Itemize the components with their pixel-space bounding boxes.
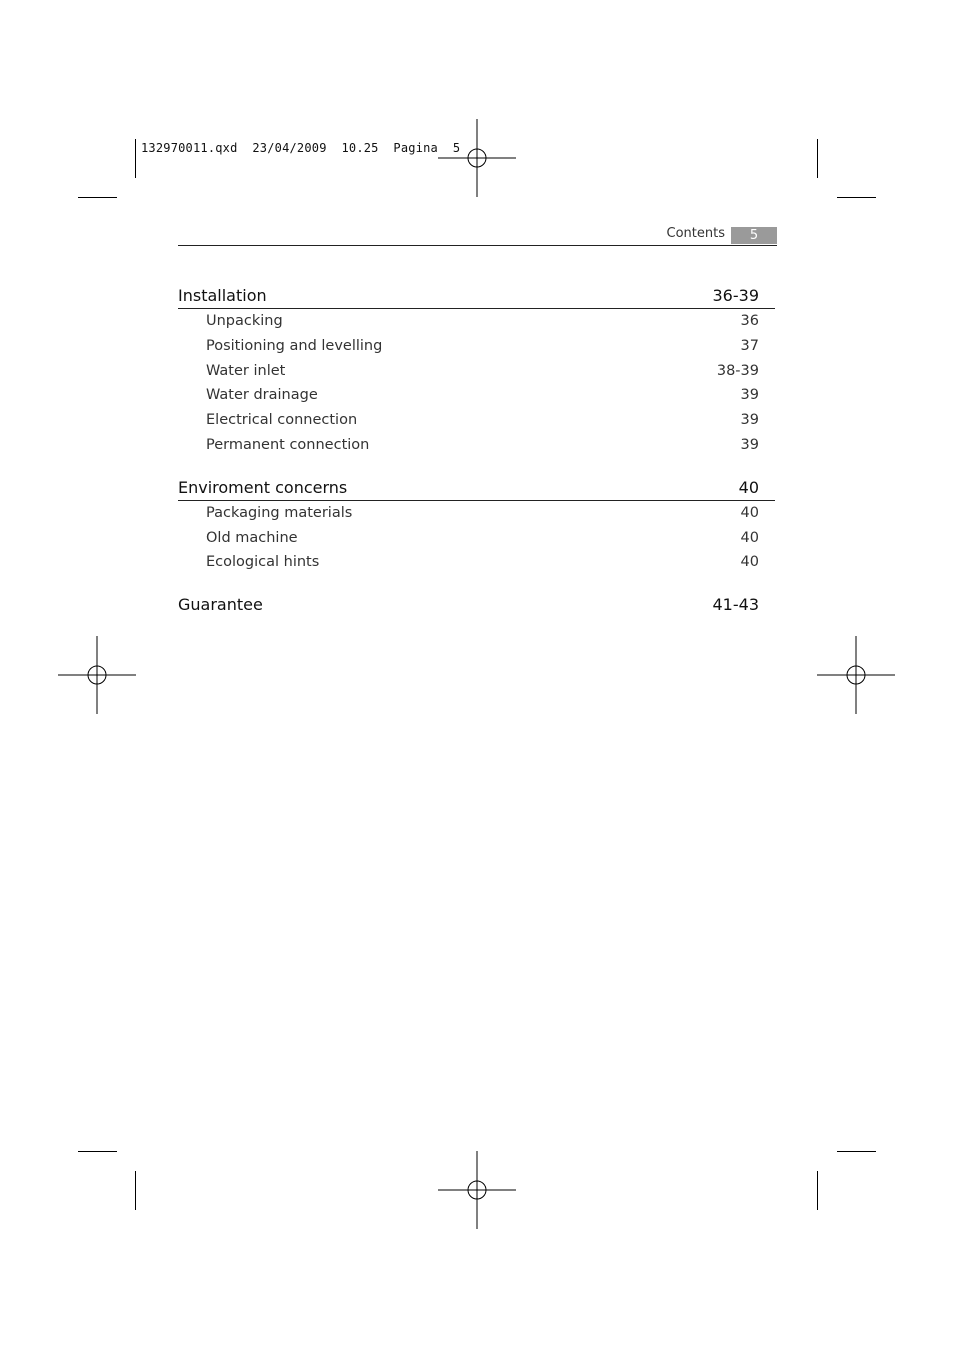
toc-section-pages: 36-39 [712, 286, 759, 305]
toc-section-guarantee [178, 595, 775, 617]
toc-section-heading [178, 478, 775, 501]
crop-mark [817, 1171, 818, 1210]
crop-mark [837, 1151, 876, 1152]
toc-item-pages: 37 [740, 337, 759, 354]
running-header [178, 226, 777, 247]
printer-slug: 132970011.qxd 23/04/2009 10.25 Pagina 5 [141, 141, 461, 155]
toc-item [178, 312, 775, 337]
toc-section-title: Enviroment concerns [178, 477, 348, 497]
crop-mark [837, 197, 876, 198]
toc-item [178, 504, 775, 529]
toc-item [178, 337, 775, 362]
toc-item [178, 529, 775, 554]
registration-mark-icon [58, 636, 136, 714]
toc-item-title: Permanent connection [206, 436, 370, 453]
crop-mark [78, 197, 117, 198]
toc-item-title: Positioning and levelling [206, 337, 383, 354]
toc-section-heading [178, 286, 775, 309]
toc-section-pages: 40 [738, 477, 759, 497]
toc-section-pages: 41-43 [712, 595, 759, 615]
toc-item [178, 386, 775, 411]
header-rule [178, 245, 777, 246]
toc-item-pages: 39 [740, 436, 759, 453]
registration-mark-icon [817, 636, 895, 714]
toc-item-title: Packaging materials [206, 504, 353, 521]
crop-mark [135, 139, 136, 178]
toc-section-enviroment-concerns [178, 478, 775, 578]
toc-item-title: Electrical connection [206, 412, 358, 429]
toc-item-pages: 39 [740, 412, 759, 429]
toc-item-title: Unpacking [206, 313, 283, 329]
registration-mark-icon [438, 119, 516, 197]
toc-item-pages: 39 [740, 387, 759, 404]
header-label: Contents [666, 226, 725, 241]
toc-item-list [178, 504, 775, 578]
toc-section-installation [178, 286, 775, 461]
toc-item-title: Water drainage [206, 387, 318, 404]
toc-item-title: Old machine [206, 529, 298, 546]
toc-item-title: Water inlet [206, 362, 286, 379]
toc-item-pages: 38-39 [716, 362, 759, 379]
toc-item [178, 553, 775, 578]
registration-mark-icon [438, 1151, 516, 1229]
crop-mark [817, 139, 818, 178]
toc-item-pages: 40 [740, 529, 759, 546]
toc-section-heading [178, 595, 775, 617]
page-number-badge: 5 [731, 227, 777, 244]
toc-item-title: Ecological hints [206, 554, 320, 571]
toc-item-pages: 36 [740, 313, 759, 329]
table-of-contents [178, 286, 775, 634]
toc-item-pages: 40 [740, 504, 759, 521]
toc-item-pages: 40 [740, 554, 759, 571]
toc-item-list [178, 312, 775, 461]
toc-item [178, 362, 775, 387]
crop-mark [78, 1151, 117, 1152]
toc-item [178, 436, 775, 461]
crop-mark [135, 1171, 136, 1210]
toc-section-title: Guarantee [178, 595, 263, 615]
toc-section-title: Installation [178, 286, 267, 305]
toc-item [178, 411, 775, 436]
